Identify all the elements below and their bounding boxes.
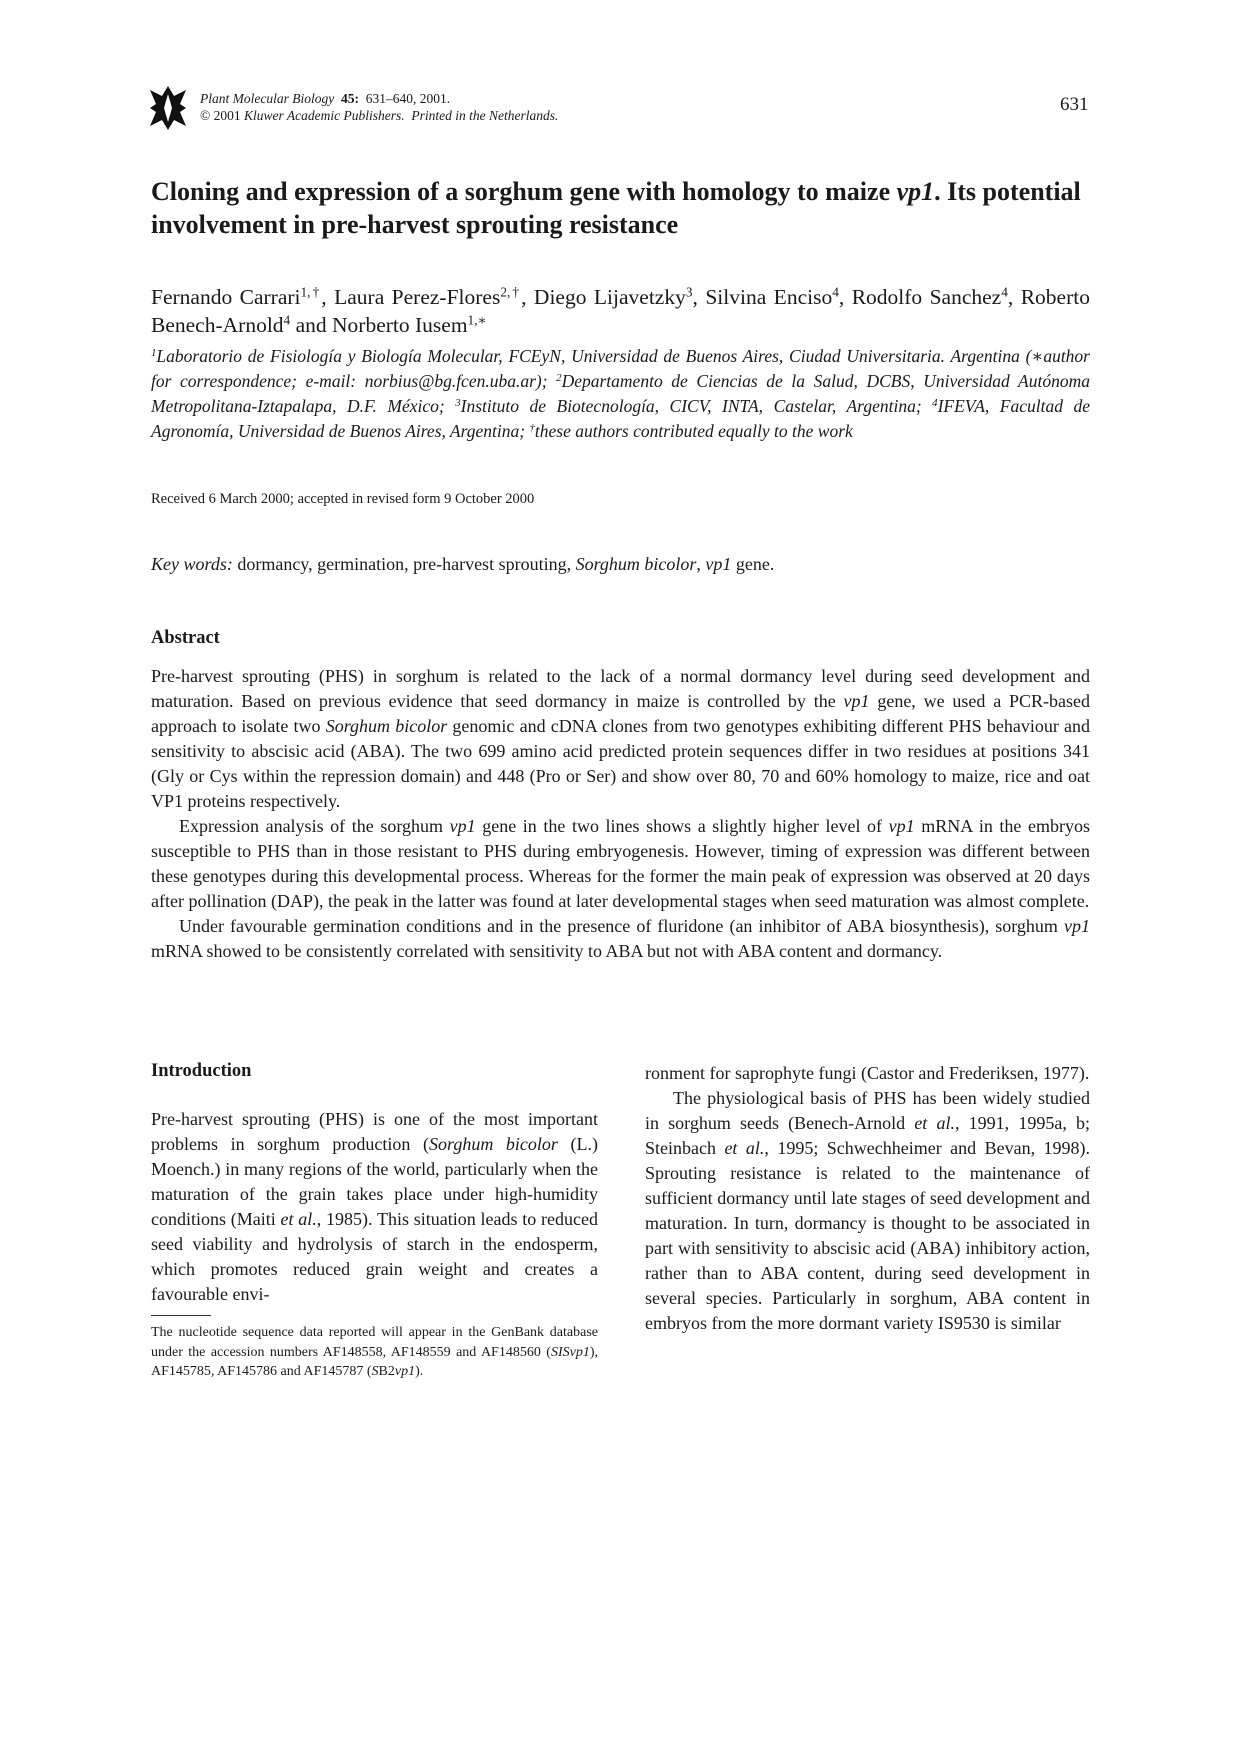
affiliations xyxy=(151,344,1090,444)
author-sup: 4 xyxy=(832,284,839,300)
text: (L.) Moench.) in many regions of the world, particularly when the maturation of the grain takes place under high-humidity conditions (Maiti xyxy=(151,1134,598,1229)
et-al: et al. xyxy=(280,1209,317,1229)
keywords-text: dormancy, germination, pre-harvest sprouting, xyxy=(232,554,576,574)
title-text: Cloning and expression of a sorghum gene with homology to maize xyxy=(151,177,897,206)
author-sep: , xyxy=(321,285,335,309)
author xyxy=(332,313,487,337)
affiliation-text: IFEVA, Facultad de Agronomía, Universidad de Buenos Aires, Argentina; xyxy=(151,396,1090,441)
author-sep: and xyxy=(290,313,333,337)
author-name: Silvina Enciso xyxy=(705,285,833,309)
affiliation-sup: 4 xyxy=(932,397,938,410)
text: Under favourable germination conditions and in the presence of fluridone (an inhibitor of ABA biosynthesis), sorghum xyxy=(179,916,1064,936)
keywords-gene: vp1 xyxy=(705,554,732,574)
author-list xyxy=(151,283,1090,339)
text: , 1985). This situation leads to reduced seed viability and hydrolysis of starch in the endosperm, which promotes reduced grain weight and creates a favourable envi- xyxy=(151,1209,598,1304)
clone-id: B2 xyxy=(378,1364,395,1379)
text: Expression analysis of the sorghum xyxy=(179,816,450,836)
footnote xyxy=(151,1323,598,1382)
keywords-sep: , xyxy=(696,554,706,574)
introduction-heading: Introduction xyxy=(151,1061,252,1081)
author-sup: 4 xyxy=(1001,284,1008,300)
author-sup: 3 xyxy=(685,284,693,300)
author xyxy=(705,285,851,309)
text: Pre-harvest sprouting (PHS) is one of the most important problems in sorghum production ( xyxy=(151,1109,598,1154)
copyright-line xyxy=(200,107,558,124)
abstract-paragraph xyxy=(151,814,1090,914)
journal-pages-year: 631–640, 2001. xyxy=(365,91,451,106)
introduction-left-column xyxy=(151,1107,598,1307)
clone-prefix: S xyxy=(371,1364,379,1379)
received-dates: Received 6 March 2000; accepted in revised form 9 October 2000 xyxy=(151,491,535,507)
author xyxy=(534,285,705,309)
author-name: Fernando Carrari xyxy=(151,285,301,309)
copyright-year: 2001 xyxy=(213,108,241,123)
title-gene: vp1 xyxy=(896,177,935,206)
affiliation-sup: 3 xyxy=(455,397,461,410)
text: , 1995; Schwechheimer and Bevan, 1998). Sprouting resistance is related to the maintenance of sufficient dormancy until late stages of seed development and maturation. In turn, dormancy is thought to be associated in part with sensitivity to abscisic acid (ABA) inhibitory action, rather than to ABA content, during seed development in several species. Particularly in sorghum, ABA content in embryos from the more dormant variety IS9530 is similar xyxy=(645,1138,1091,1333)
et-al: et al. xyxy=(724,1138,765,1158)
author-name: Rodolfo Sanchez xyxy=(851,285,1002,309)
author-sep: , xyxy=(838,285,852,309)
text: ), AF145785, AF145786 and AF145787 ( xyxy=(151,1344,598,1379)
author-name: Roberto Benech-Arnold xyxy=(151,285,1090,337)
gene-name: vp1 xyxy=(843,691,870,711)
abstract-paragraph xyxy=(151,664,1090,814)
gene-name: vp1 xyxy=(1064,916,1090,936)
affiliation-sup: 2 xyxy=(556,372,562,385)
author-name: Laura Perez-Flores xyxy=(334,285,501,309)
text: , 1991, 1995a, b; Steinbach xyxy=(645,1113,1090,1158)
author xyxy=(334,285,534,309)
abstract-heading: Abstract xyxy=(151,628,220,648)
author-sup: 2,† xyxy=(500,284,522,300)
author-sup: 1,∗ xyxy=(467,312,487,328)
keywords xyxy=(151,554,774,575)
author-sep: , xyxy=(1007,285,1021,309)
et-al: et al. xyxy=(914,1113,955,1133)
journal-name: Plant Molecular Biology xyxy=(200,91,335,106)
abstract-body xyxy=(151,664,1090,964)
gene-name: vp1 xyxy=(569,1344,590,1360)
paper-title xyxy=(151,175,1111,241)
author xyxy=(852,285,1021,309)
author-sup: 4 xyxy=(283,312,291,328)
text: mRNA showed to be consistently correlated with sensitivity to ABA but not with ABA content and dormancy. xyxy=(151,941,943,961)
journal-volume: 45: xyxy=(340,91,359,106)
page-number: 631 xyxy=(1060,94,1089,115)
text: gene in the two lines shows a slightly higher level of xyxy=(475,816,889,836)
affiliation-text: Departamento de Ciencias de la Salud, DCBS, Universidad Autónoma Metropolitana-Iztapalapa, D.F. México; xyxy=(151,371,1090,416)
copyright-symbol: © xyxy=(200,108,211,123)
author-sep: , xyxy=(521,285,534,309)
gene-name: vp1 xyxy=(394,1364,416,1379)
author-name: Norberto Iusem xyxy=(332,313,468,337)
affiliation-text: these authors contributed equally to the work xyxy=(534,421,853,441)
publisher-name: Kluwer Academic Publishers. xyxy=(244,108,405,123)
affiliation-sup: 1 xyxy=(151,347,157,360)
footnote-rule xyxy=(151,1315,211,1316)
printed-in: Printed in the Netherlands. xyxy=(411,108,559,123)
species-name: Sorghum bicolor xyxy=(429,1134,558,1154)
author-name: Diego Lijavetzky xyxy=(533,285,686,309)
text: gene, we used a PCR-based approach to isolate two xyxy=(151,691,1090,736)
journal-citation-line xyxy=(200,90,558,107)
title-text-end: . Its potential involvement in pre-harvest sprouting resistance xyxy=(151,177,1081,239)
species-name: Sorghum bicolor xyxy=(325,716,448,736)
text: genomic and cDNA clones from two genotypes exhibiting different PHS behaviour and sensitivity to abscisic acid (ABA). The two 699 amino acid predicted protein sequences differ in two residues at positions 341 (Gly or Cys within the repression domain) and 448 (Pro or Ser) and show over 80, 70 and 60% homology to maize, rice and oat VP1 proteins respectively. xyxy=(151,716,1090,811)
affiliation-text: Instituto de Biotecnología, CICV, INTA, Castelar, Argentina; xyxy=(460,396,933,416)
text: The physiological basis of PHS has been widely studied in sorghum seeds (Benech-Arnold xyxy=(645,1088,1090,1133)
keywords-end: gene. xyxy=(731,554,775,574)
text: Pre-harvest sprouting (PHS) in sorghum is related to the lack of a normal dormancy level during seed development and maturation. Based on previous evidence that seed dormancy in maize is controlled by the xyxy=(151,666,1090,711)
keywords-label: Key words: xyxy=(151,554,233,574)
affiliation-text: Laboratorio de Fisiología y Biología Molecular, FCEyN, Universidad de Buenos Aires, Ciudad Universitaria. Argentina (∗author for correspondence; e-mail: norbius@bg.fcen.uba.ar); xyxy=(151,346,1090,391)
text: mRNA in the embryos susceptible to PHS than in those resistant to PHS during embryogenesis. However, timing of expression was different between these genotypes during this developmental process. Whereas for the former the main peak of expression was observed at 20 days after pollination (DAP), the peak in the latter was found at later developmental stages when seed maturation was almost complete. xyxy=(151,816,1090,911)
author-sep: , xyxy=(692,285,706,309)
text: ). xyxy=(415,1364,424,1379)
keywords-species: Sorghum bicolor xyxy=(575,554,697,574)
intro-paragraph: ronment for saprophyte fungi (Castor and Frederiksen, 1977). xyxy=(645,1063,1090,1083)
abstract-paragraph xyxy=(151,914,1090,964)
gene-name: vp1 xyxy=(449,816,476,836)
gene-name: vp1 xyxy=(888,816,915,836)
clone-prefix: SIS xyxy=(550,1344,570,1360)
publisher-logo-icon xyxy=(150,86,186,130)
affiliation-sup: † xyxy=(529,422,535,435)
author-sup: 1,† xyxy=(300,284,322,300)
journal-header xyxy=(200,90,558,124)
author xyxy=(151,285,334,309)
text: The nucleotide sequence data reported will appear in the GenBank database under the accession numbers AF148558, AF148559 and AF148560 ( xyxy=(151,1325,598,1360)
introduction-right-column xyxy=(645,1061,1090,1336)
intro-paragraph xyxy=(645,1086,1090,1336)
